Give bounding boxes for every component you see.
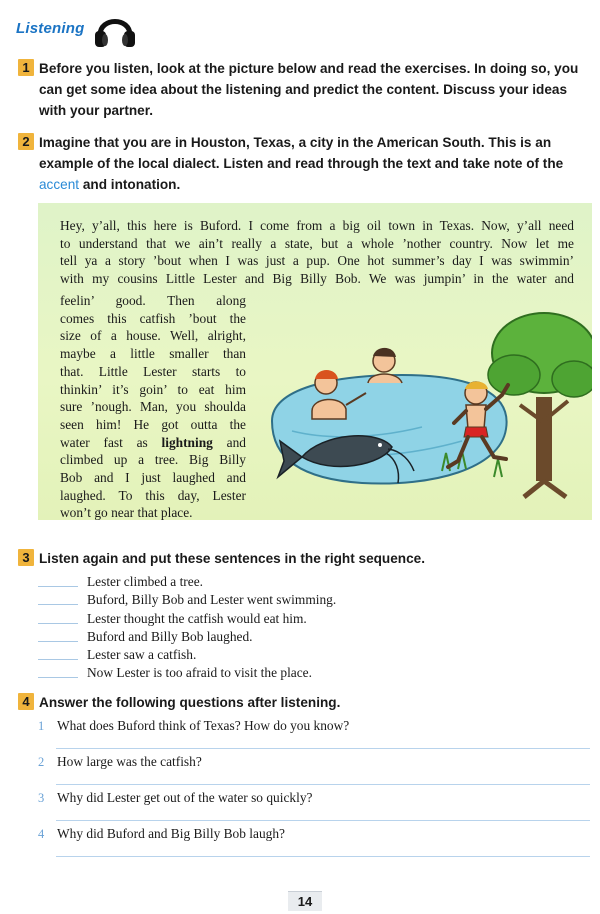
question-1 [38,718,590,734]
sequence-sentence: Lester climbed a tree. [87,574,203,590]
question-2 [38,754,590,770]
answer-line[interactable] [56,784,590,785]
answer-line[interactable] [56,748,590,749]
exercise-number-badge: 2 [18,133,34,150]
story-line: sure ’nough. Man, you shoulda [60,399,246,415]
sequence-sentence: Now Lester is too afraid to visit the place. [87,665,312,681]
story-line: with my cousins Little Lester and Big Billy Bob. We was jumpin’ in the water and [60,271,574,287]
question-4 [38,826,590,842]
exercise-1 [18,58,592,121]
exercise-number-badge: 3 [18,549,34,566]
story-text-left [60,292,246,522]
question-number: 4 [38,827,45,841]
answer-blank[interactable] [38,586,78,587]
story-line: thinkin’ it’s goin’ to eat him [60,381,246,397]
exercise-3 [18,548,592,569]
exercise-number-badge: 4 [18,693,34,710]
story-line: Bob and I just laughed and [60,470,246,486]
story-line: that. Little Lester starts to [60,363,246,379]
answer-line[interactable] [56,856,590,857]
exercise-number-badge: 1 [18,59,34,76]
story-illustration [262,301,592,511]
tree-trunk [536,397,552,481]
page-number: 14 [288,891,322,911]
list-item [38,591,578,609]
instruction-text: Imagine that you are in Houston, Texas, a city in the American South. This is an example of the local dialect. Listen and read through the text and take note of the [39,135,564,171]
story-line: laughed. To this day, Lester [60,487,246,503]
question-number: 1 [38,719,45,733]
list-item [38,664,578,682]
bold-keyword: lightning [161,434,213,450]
list-item [38,573,578,591]
section-header [16,6,138,50]
instruction-text-end: and intonation. [82,177,181,192]
exercise-instruction: Before you listen, look at the picture below and read the exercises. In doing so, you can get some idea about the listening and predict the content. Discuss your ideas with your partner. [39,61,579,118]
story-line: tell ya a story ’bout when I was just a pup. One hot summer’s day I was swimmin’ [60,253,574,269]
sequence-sentence: Buford, Billy Bob and Lester went swimming. [87,592,337,608]
sequence-sentence: Lester thought the catfish would eat him. [87,610,307,626]
answer-blank[interactable] [38,623,78,624]
answer-blank[interactable] [38,677,78,678]
list-item [38,609,578,627]
sequence-list [38,573,578,682]
story-line: size of a house. Well, alright, [60,328,246,344]
accent-keyword: accent [39,177,80,192]
question-3 [38,790,590,806]
list-item [38,646,578,664]
question-text: How large was the catfish? [57,754,202,769]
story-line: maybe a little smaller than [60,346,246,362]
list-item [38,628,578,646]
answer-blank[interactable] [38,659,78,660]
story-line: won’t go near that place. [60,505,193,521]
story-line: climbed up a tree. Big Billy [60,452,246,468]
exercise-instruction: Listen again and put these sentences in the right sequence. [39,551,425,566]
story-line-bold [60,434,246,452]
question-number: 3 [38,791,45,805]
story-line: seen him! He got outta the [60,416,246,432]
exercise-4 [18,692,592,713]
story-fragment: water fast as [60,434,148,450]
story-fragment: and [226,434,246,450]
story-line: comes this catfish ’bout the [60,310,246,326]
headphones-icon [92,7,138,49]
sequence-sentence: Lester saw a catfish. [87,646,197,662]
sequence-sentence: Buford and Billy Bob laughed. [87,628,253,644]
question-text: Why did Lester get out of the water so quickly? [57,790,313,805]
question-number: 2 [38,755,45,769]
answer-blank[interactable] [38,604,78,605]
story-line: Hey, y’all, this here is Buford. I come from a big oil town in Texas. Now, y’all need [60,218,574,233]
answer-line[interactable] [56,820,590,821]
exercise-2 [18,132,592,195]
story-text-top [60,217,574,288]
question-text: Why did Buford and Big Billy Bob laugh? [57,826,285,841]
story-line: to understand that we ain’t really a state, but a whole ’nother country. Now let me [60,235,574,251]
question-text: What does Buford think of Texas? How do you know? [57,718,350,733]
answer-blank[interactable] [38,641,78,642]
exercise-instruction [39,132,592,195]
section-title: Listening [16,19,85,37]
story-panel [38,203,592,520]
exercise-instruction: Answer the following questions after listening. [39,695,341,710]
story-line: feelin’ good. Then along [60,293,246,308]
